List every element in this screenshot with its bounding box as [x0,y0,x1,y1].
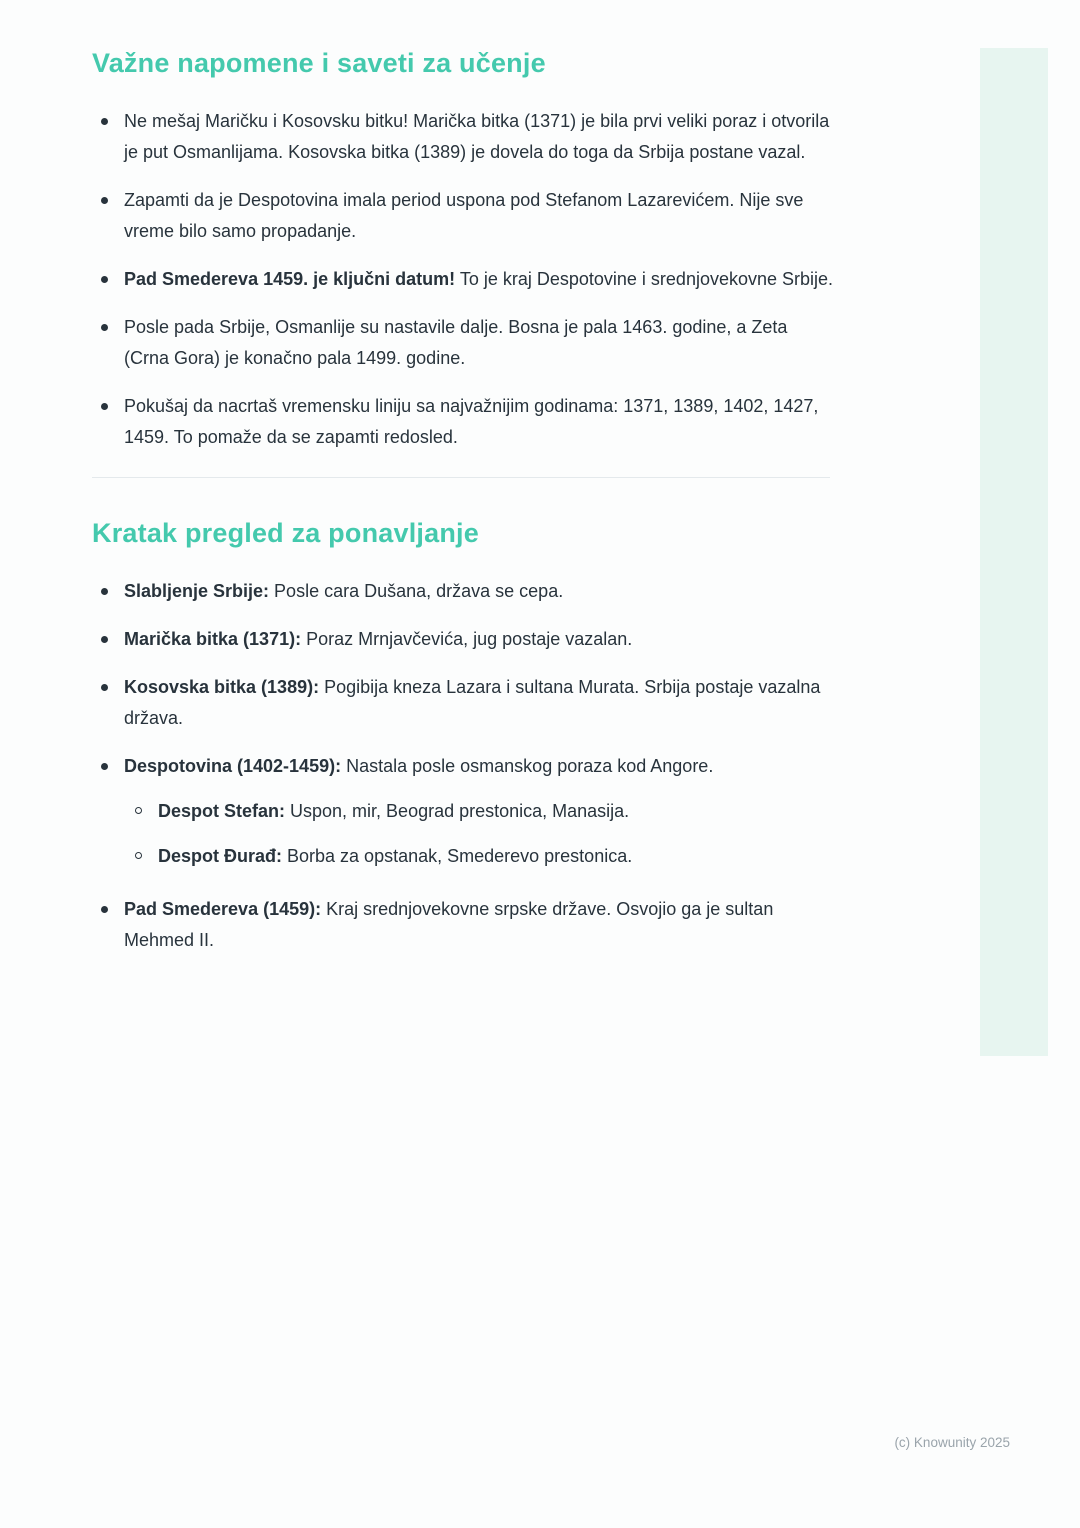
bullet-dot-icon [92,576,124,595]
bullet-dot-icon [92,106,124,125]
list-item [92,264,837,295]
list-item-body: Poraz Mrnjavčevića, jug postaje vazalan. [301,629,633,649]
sub-list-item [125,796,837,827]
sub-bullet-list [92,796,837,872]
list-item [92,624,837,655]
bullet-dot-icon [92,751,124,770]
page-content [92,46,837,973]
list-item-text [158,796,629,827]
sub-list-item [125,841,837,872]
section-study-tips [92,46,837,453]
bullet-dot-icon [92,624,124,643]
list-item-body: Pokušaj da nacrtaš vremensku liniju sa najvažnijim godinama: 1371, 1389, 1402, 1427, 1459. To pomaže da se zapamti redosled. [124,396,819,447]
copyright-notice: (c) Knowunity 2025 [894,1435,1010,1450]
list-item-bold: Pad Smedereva (1459): [124,899,322,919]
list-item-bold: Marička bitka (1371): [124,629,302,649]
section-divider [92,477,830,478]
list-item-body: Posle pada Srbije, Osmanlije su nastavile dalje. Bosna je pala 1463. godine, a Zeta (Crna Gora) je konačno pala 1499. godine. [124,317,788,368]
list-item-text [124,264,833,295]
section-title: Kratak pregled za ponavljanje [92,518,479,548]
section-summary [92,516,837,956]
list-item-text [124,672,837,734]
list-item-body: Posle cara Dušana, država se cepa. [269,581,564,601]
bullet-list [92,576,837,956]
list-item [92,894,837,956]
list-item [92,312,837,374]
bullet-dot-icon [92,264,124,283]
list-item-body: Uspon, mir, Beograd prestonica, Manasija. [285,801,630,821]
bullet-circle-icon [125,796,158,814]
list-item [92,672,837,734]
bullet-dot-icon [92,391,124,410]
list-item [92,576,837,607]
bullet-dot-icon [92,672,124,691]
list-item [92,391,837,453]
list-item-text [124,106,837,168]
list-item-text [124,391,837,453]
list-item-bold: Despot Stefan: [158,801,286,821]
list-item-text [124,751,713,782]
list-item-text [124,894,837,956]
list-item-body: Zapamti da je Despotovina imala period uspona pod Stefanom Lazarevićem. Nije sve vreme bilo samo propadanje. [124,190,804,241]
list-item-body: Borba za opstanak, Smederevo prestonica. [282,846,633,866]
bullet-dot-icon [92,894,124,913]
list-item [92,106,837,168]
bullet-dot-icon [92,312,124,331]
bullet-circle-icon [125,841,158,859]
list-item [92,185,837,247]
list-item-text [124,624,632,655]
list-item-text [124,185,837,247]
list-item-bold: Pad Smedereva 1459. je ključni datum! [124,269,456,289]
bullet-dot-icon [92,185,124,204]
list-item-text [124,576,563,607]
list-item [92,751,837,782]
bullet-list [92,106,837,453]
list-item-body: Pogibija kneza Lazara i sultana Murata. Srbija postaje vazalna država. [124,677,821,728]
list-item-text [124,312,837,374]
list-item-body: Ne mešaj Maričku i Kosovsku bitku! Marička bitka (1371) je bila prvi veliki poraz i otvorila je put Osmanlijama. Kosovska bitka (1389) je dovela do toga da Srbija postane vazal. [124,111,830,162]
list-item-bold: Slabljenje Srbije: [124,581,270,601]
list-item-body: Kraj srednjovekovne srpske države. Osvojio ga je sultan Mehmed II. [124,899,774,950]
list-item-body: To je kraj Despotovine i srednjovekovne Srbije. [455,269,834,289]
list-item-text [158,841,632,872]
section-title: Važne napomene i saveti za učenje [92,48,546,78]
list-item-bold: Despot Đurađ: [158,846,283,866]
decorative-side-stripe [980,48,1048,1056]
list-item-body: Nastala posle osmanskog poraza kod Angore. [341,756,714,776]
list-item-bold: Despotovina (1402-1459): [124,756,342,776]
list-item-bold: Kosovska bitka (1389): [124,677,320,697]
